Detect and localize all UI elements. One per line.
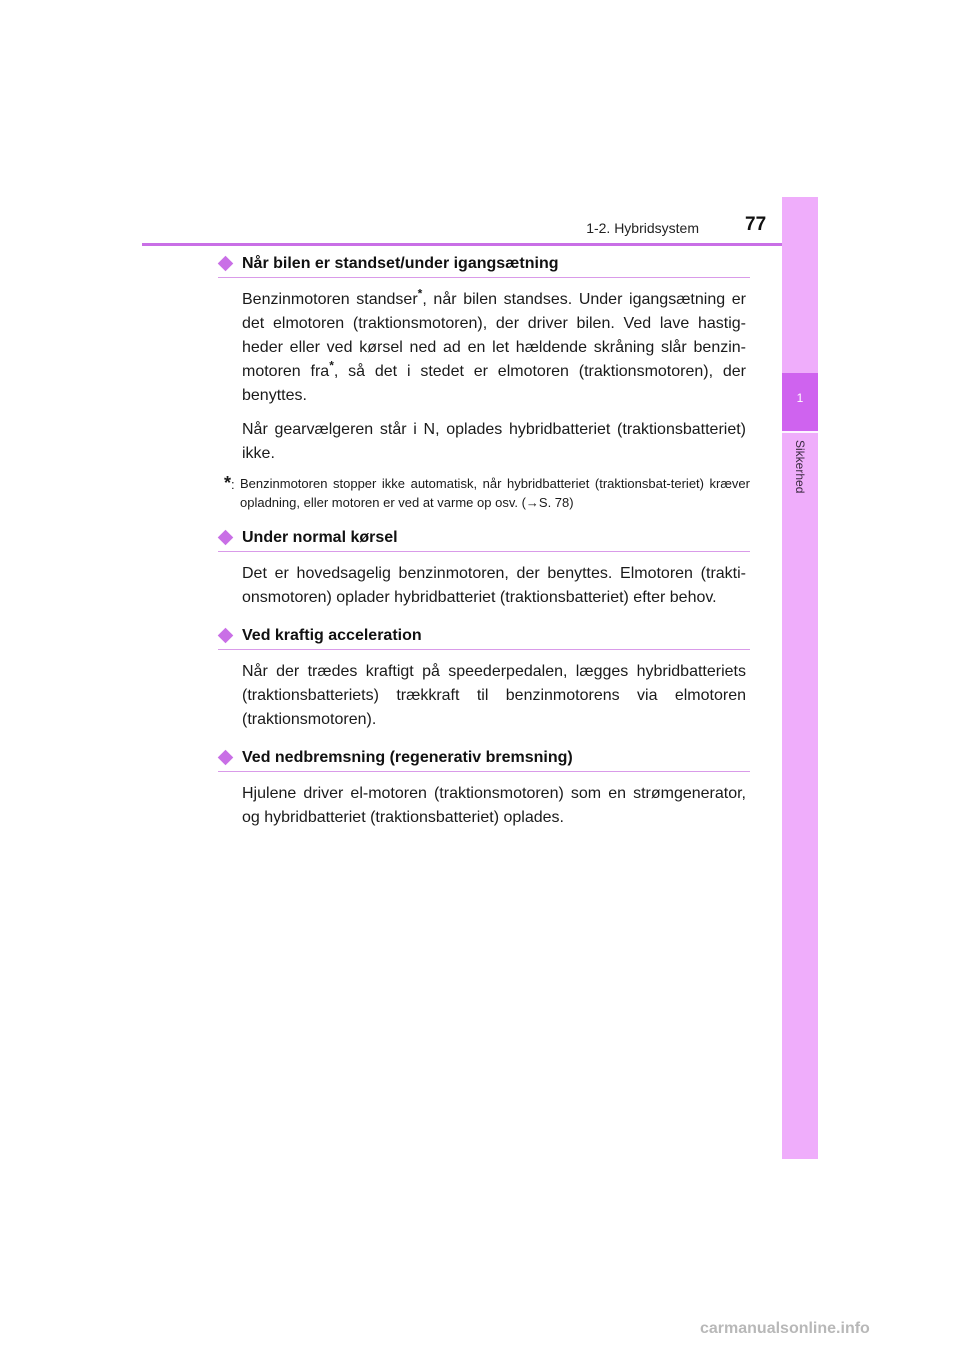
section-acceleration <box>218 624 750 732</box>
section-heading <box>218 252 750 278</box>
section-heading <box>218 746 750 772</box>
section-heading <box>218 526 750 552</box>
side-tab-chapter-number: 1 <box>796 391 804 405</box>
diamond-bullet-icon <box>218 256 234 272</box>
section-heading-text: Når bilen er standset/under igangsætning <box>242 255 559 272</box>
paragraph-text: Benzinmotoren standser <box>242 291 418 308</box>
paragraph-text: , når bilen standses. Under igangsætning er det elmotoren (traktionsmotoren), der driver bilen. Ved lave hastig-heder eller ved kørsel ned ad en let hældende skråning slår benzin-motoren fra <box>242 291 747 380</box>
section-heading-text: Ved nedbremsning (regenerativ bremsning) <box>242 749 573 766</box>
diamond-bullet-icon <box>218 530 234 546</box>
section-normal-driving <box>218 526 750 610</box>
paragraph: Når gearvælgeren står i N, oplades hybridbatteriet (traktionsbatteriet) ikke. <box>242 421 746 462</box>
footnote-star: * <box>417 286 423 301</box>
footer-watermark: carmanualsonline.info <box>700 1320 870 1337</box>
paragraph: Hjulene driver el-motoren (traktionsmotoren) som en strømgenerator, og hybridbatteriet (traktionsbatteriet) oplades. <box>242 785 746 826</box>
section-heading-text: Under normal kørsel <box>242 529 398 546</box>
footnote-star: * <box>329 358 334 373</box>
side-tab-chapter-title: Sikkerhed <box>793 440 807 494</box>
section-stopped <box>218 252 750 512</box>
section-label: 1-2. Hybridsystem <box>586 220 699 236</box>
content <box>218 252 750 830</box>
paragraph <box>242 288 746 408</box>
footnote <box>218 474 750 512</box>
footnote-star: * <box>224 473 232 493</box>
footnote-colon: : <box>231 477 235 492</box>
paragraph: Det er hovedsagelig benzinmotoren, der benyttes. Elmotoren (trakti-onsmotoren) oplader hybridbatteriet (traktionsbatteriet) efter behov. <box>242 565 746 606</box>
page-number: 77 <box>745 214 767 235</box>
paragraph: Når der trædes kraftigt på speederpedalen, lægges hybridbatteriets (traktionsbatteriets) trækkraft til benzinmotorens via elmotoren (traktionsmotoren). <box>242 663 746 728</box>
footnote-marker <box>224 474 235 494</box>
diamond-bullet-icon <box>218 628 234 644</box>
header-rule <box>142 243 818 246</box>
section-heading-text: Ved kraftig acceleration <box>242 627 422 644</box>
section-heading <box>218 624 750 650</box>
paragraph-text: , så det i stedet er elmotoren (traktionsmotoren), der benyttes. <box>242 363 746 404</box>
section-braking <box>218 746 750 830</box>
side-tab-divider <box>782 431 818 433</box>
footnote-text: Benzinmotoren stopper ikke automatisk, når hybridbatteriet (traktionsbat-teriet) kræver opladning, eller motoren er ved at varme op osv. (→S. 78) <box>240 476 750 510</box>
side-tab <box>782 197 818 1159</box>
diamond-bullet-icon <box>218 750 234 766</box>
